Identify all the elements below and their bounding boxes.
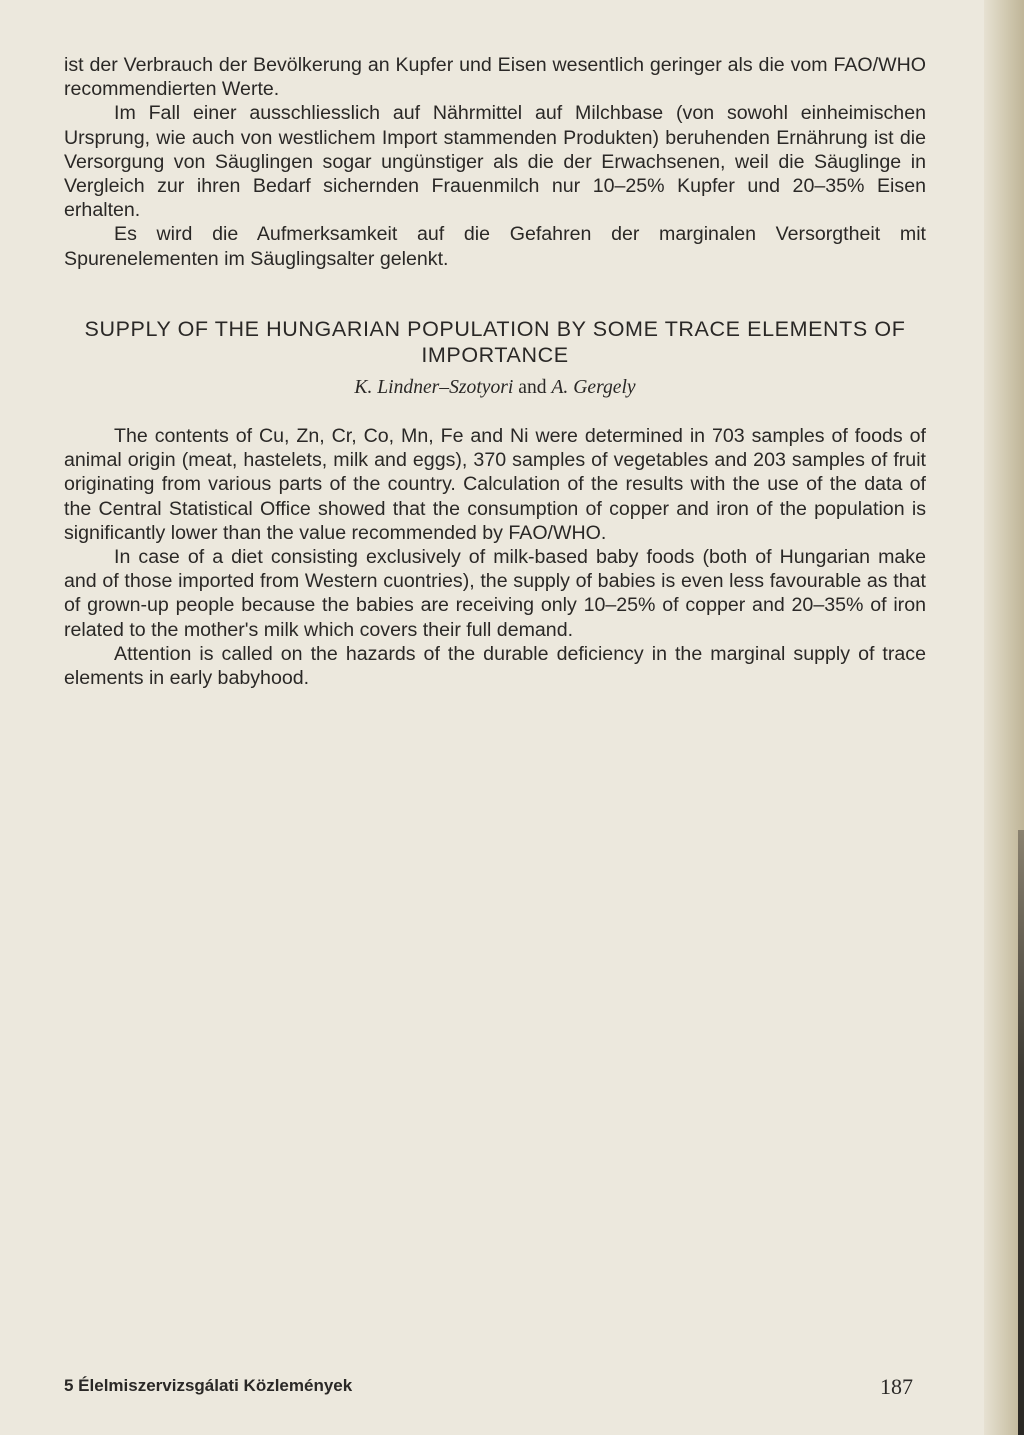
german-paragraph: Im Fall einer ausschliesslich auf Nährmittel auf Milchbase (von sowohl einheimischen Ursprung, wie auch von westlichem Import stammenden Produkten) beruhenden Ernährung ist die Versorgung von Säuglingen sogar ungünstiger als die der Erwachsenen, weil die Säuglinge in Vergleich zur ihren Bedarf sichernden Frauenmilch nur 10–25% Kupfer und 20–35% Eisen erhalten.	[64, 102, 926, 222]
page-number: 187	[880, 1374, 913, 1399]
german-paragraph: Es wird die Aufmerksamkeit auf die Gefahren der marginalen Versorgtheit mit Spurenelementen im Säuglingsalter gelenkt.	[64, 223, 926, 270]
english-paragraph: The contents of Cu, Zn, Cr, Co, Mn, Fe and Ni were determined in 703 samples of foods of animal origin (meat, hastelets, milk and eggs), 370 samples of vegetables and 203 samples of fruit originating from various parts of the country. Calculation of the results with the use of the data of the Central Statistical Office showed that the consumption of copper and iron of the population is significantly lower than the value recommended by FAO/WHO.	[64, 425, 926, 544]
english-paragraph: Attention is called on the hazards of the durable deficiency in the marginal supply of trace elements in early babyhood.	[64, 642, 926, 690]
article-title: SUPPLY OF THE HUNGARIAN POPULATION BY SOME TRACE ELEMENTS OF IMPORTANCE	[84, 317, 906, 367]
authors-conjunction: and	[518, 377, 547, 398]
binding-spine	[1018, 830, 1024, 1435]
german-summary	[64, 53, 926, 271]
english-summary	[64, 424, 926, 690]
journal-footer: 5 Élelmiszervizsgálati Közlemények	[64, 1376, 353, 1395]
author-name: K. Lindner–Szotyori	[354, 377, 514, 398]
english-paragraph: In case of a diet consisting exclusively of milk-based baby foods (both of Hungarian make and of those imported from Western cuontries), the supply of babies is even less favourable as that of grown-up people because the babies are receiving only 10–25% of copper and 20–35% of iron related to the mother's milk which covers their full demand.	[64, 546, 926, 641]
author-line	[64, 377, 926, 399]
author-name: A. Gergely	[551, 377, 636, 398]
page-edge	[984, 0, 1024, 1435]
german-paragraph: ist der Verbrauch der Bevölkerung an Kupfer und Eisen wesentlich geringer als die vom FAO/WHO recommendierten Werte.	[64, 54, 926, 101]
